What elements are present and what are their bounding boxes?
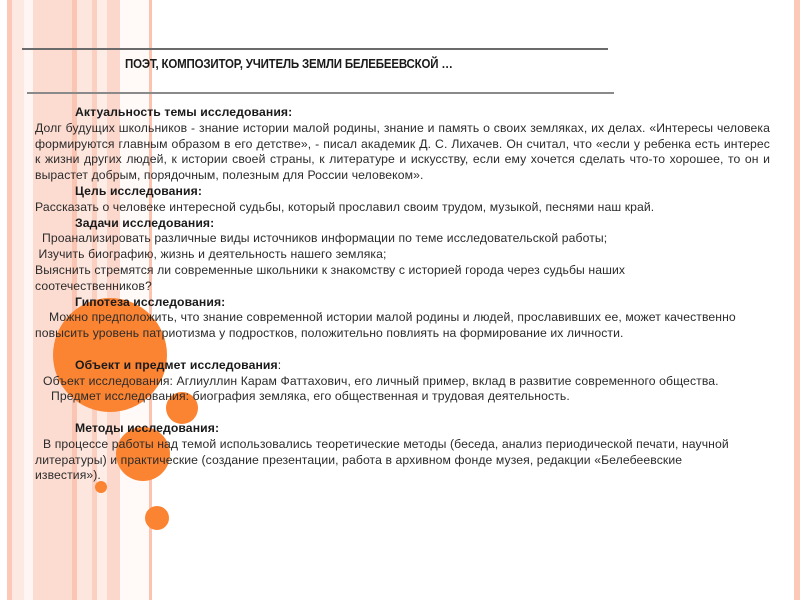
slide-body xyxy=(35,105,770,484)
decor-stripe xyxy=(24,0,33,600)
object-subject-heading xyxy=(35,358,770,374)
relevance-heading: Актуальность темы исследования: xyxy=(75,105,293,119)
title-rule-top xyxy=(22,48,608,50)
methods-heading: Методы исследования: xyxy=(75,420,220,435)
hypothesis-heading: Гипотеза исследования: xyxy=(75,294,226,309)
object-subject-heading-text: Объект и предмет исследования xyxy=(75,357,278,372)
methods-text: В процессе работы над темой использовались теоретические методы (беседа, анализ периодической печати, научной литературы) и практические (создание презентации, работа в архивном фонде музея, редакции «Белебеевские известия»). xyxy=(35,436,729,483)
object-text: Объект исследования: Аглиуллин Карам Фаттахович, его личный пример, вклад в развитие современного общества. xyxy=(43,373,719,388)
title-rule-bottom xyxy=(27,92,614,94)
object-subject-heading-colon: : xyxy=(277,357,282,372)
goal-text: Рассказать о человеке интересной судьбы, который прославил своим трудом, музыкой, песнями наш край. xyxy=(35,199,655,214)
hypothesis-text: Можно предположить, что знание современной истории малой родины и людей, прославивших ее, может качественно повысить уровень патриотизма у подростков, положительно повлиять на формирование их личности. xyxy=(35,310,736,341)
decor-circle-small-bottom xyxy=(145,506,169,530)
slide-title: ПОЭТ, КОМПОЗИТОР, УЧИТЕЛЬ ЗЕМЛИ БЕЛЕБЕЕВСКОЙ … xyxy=(125,57,453,71)
goal-heading: Цель исследования: xyxy=(75,183,202,198)
subject-text: Предмет исследования: биография земляка, его общественная и трудовая деятельность. xyxy=(51,389,570,404)
task-item: Проанализировать различные виды источников информации по теме исследовательской работы; xyxy=(35,231,608,246)
spacer xyxy=(35,342,770,358)
spacer xyxy=(35,405,770,421)
task-item: Изучить биографию, жизнь и деятельность нашего земляка; xyxy=(35,247,387,262)
decor-stripe xyxy=(12,0,24,600)
tasks-heading: Задачи исследования: xyxy=(75,215,215,230)
decor-stripe-right xyxy=(794,0,800,600)
relevance-text: Долг будущих школьников - знание истории малой родины, знание и память о своих земляках, их делах. «Интересы человека формируются главным образом в его детстве», - писал академик Д. С. Лихачев. Он считал, что «если у ребенка есть интерес к жизни других людей, к истории своей страны, к литературе и искусству, если ему хочется сделать что-то хорошее, то он и вырастет добрым, порядочным, полезным для России человеком». xyxy=(35,120,770,183)
task-item: Выяснить стремятся ли современные школьники к знакомству с историей города через судьбы наших соотечественников? xyxy=(35,262,626,293)
